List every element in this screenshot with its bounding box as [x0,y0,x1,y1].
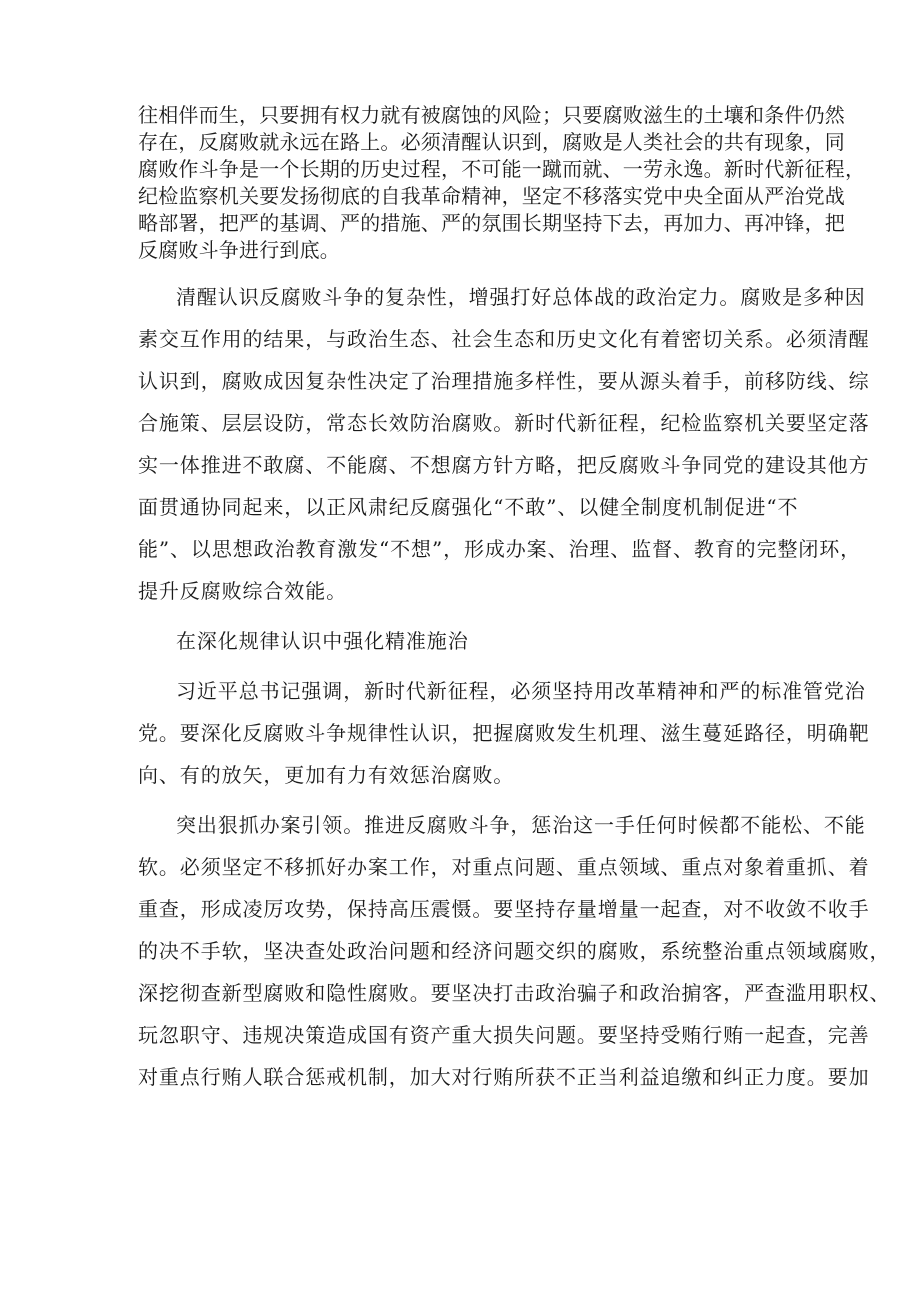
text-line: 实一体推进不敢腐、不能腐、不想腐方针方略，把反腐败斗争同党的建设其他方 [138,453,870,477]
text-line: 能”、以思想政治教育激发“不想”，形成办案、治理、监督、教育的完整闭环， [138,537,862,561]
text-line: 玩忽职守、违规决策造成国有资产重大损失问题。要坚持受贿行贿一起查，完善 [138,1023,870,1047]
text-line: 合施策、层层设防，常态长效防治腐败。新时代新征程，纪检监察机关要坚定落 [138,411,870,435]
text-line: 纪检监察机关要发扬彻底的自我革命精神，坚定不移落实党中央全面从严治党战 [138,184,845,208]
text-line: 党。要深化反腐败斗争规律性认识，把握腐败发生机理、滋生蔓延路径，明确靶 [138,721,870,745]
section-heading: 在深化规律认识中强化精准施治 [176,629,469,653]
text-line: 面贯通协同起来，以正风肃纪反腐强化“不敢”、以健全制度机制促进“不 [138,495,799,519]
text-line: 的决不手软，坚决查处政治问题和经济问题交织的腐败，系统整治重点领域腐败， [138,939,891,963]
text-line: 存在，反腐败就永远在路上。必须清醒认识到，腐败是人类社会的共有现象，同 [138,130,845,154]
text-line: 深挖彻查新型腐败和隐性腐败。要坚决打击政治骗子和政治掮客，严查滥用职权、 [138,981,891,1005]
text-line: 认识到，腐败成因复杂性决定了治理措施多样性，要从源头着手，前移防线、综 [138,369,870,393]
text-line: 略部署，把严的基调、严的措施、严的氛围长期坚持下去，再加力、再冲锋，把 [138,211,845,235]
text-line: 突出狠抓办案引领。推进反腐败斗争，惩治这一手任何时候都不能松、不能 [176,813,866,837]
text-line: 反腐败斗争进行到底。 [138,238,340,262]
text-line: 腐败作斗争是一个长期的历史过程，不可能一蹴而就、一劳永逸。新时代新征程， [138,157,866,181]
text-line: 往相伴而生，只要拥有权力就有被腐蚀的风险；只要腐败滋生的土壤和条件仍然 [138,103,845,127]
text-line: 重查，形成凌厉攻势，保持高压震慑。要坚持存量增量一起查，对不收敛不收手 [138,897,870,921]
text-line: 素交互作用的结果，与政治生态、社会生态和历史文化有着密切关系。必须清醒 [138,327,870,351]
text-line: 清醒认识反腐败斗争的复杂性，增强打好总体战的政治定力。腐败是多种因 [176,285,866,309]
text-line: 对重点行贿人联合惩戒机制，加大对行贿所获不正当利益追缴和纠正力度。要加 [138,1065,870,1089]
text-line: 提升反腐败综合效能。 [138,579,347,603]
text-line: 向、有的放矢，更加有力有效惩治腐败。 [138,763,515,787]
text-line: 习近平总书记强调，新时代新征程，必须坚持用改革精神和严的标准管党治 [176,679,866,703]
text-line: 软。必须坚定不移抓好办案工作，对重点问题、重点领域、重点对象着重抓、着 [138,855,870,879]
